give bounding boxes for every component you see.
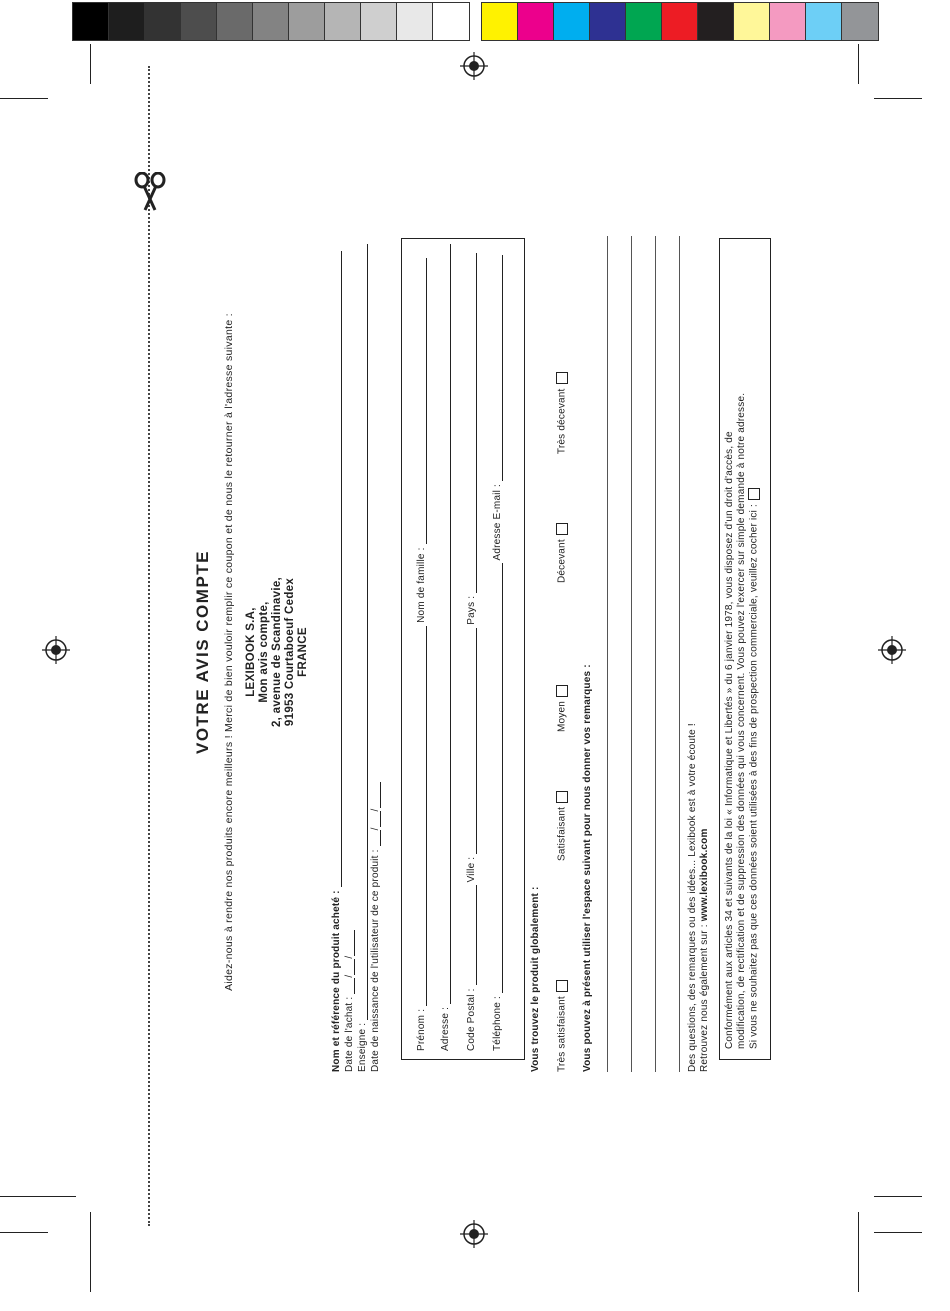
return-address [245, 232, 310, 1072]
rating-label: Satisfaisant [556, 806, 568, 862]
registration-mark-icon [878, 636, 906, 664]
contact-line-2 [699, 828, 710, 1072]
color-swatch [590, 3, 626, 40]
rating-label: Très décevant [556, 388, 568, 455]
color-swatch [626, 3, 662, 40]
opt-out-checkbox[interactable] [748, 488, 760, 500]
product-name-field[interactable] [331, 251, 342, 887]
gray-swatch [397, 3, 433, 40]
crop-mark [874, 1232, 922, 1233]
store-field[interactable] [357, 244, 368, 1020]
lastname-label: Nom de famille : [416, 547, 427, 623]
firstname-row [416, 258, 427, 1051]
remarks-line[interactable] [631, 236, 632, 1072]
color-swatch [806, 3, 842, 40]
gray-swatch [109, 3, 145, 40]
remarks-line[interactable] [607, 236, 608, 1072]
firstname-label: Prénom : [416, 1008, 427, 1051]
rating-very-disappointing-checkbox[interactable] [556, 372, 568, 384]
gray-swatch [181, 3, 217, 40]
address-line: 91953 Courtaboeuf Cedex [284, 577, 296, 727]
rating-very-satisfied-checkbox[interactable] [556, 980, 568, 992]
crop-mark [0, 98, 48, 99]
purchase-date-row [344, 930, 355, 1072]
phone-label: Téléphone : [492, 995, 503, 1051]
legal-text: Si vous ne souhaitez pas que ces données soient utilisées à des fins de prospection commerciale, veuillez cocher ici : [748, 504, 760, 1049]
purchase-date-month-field[interactable] [344, 959, 355, 975]
birthdate-month-field[interactable] [370, 811, 381, 827]
remarks-line[interactable] [655, 236, 656, 1072]
email-field[interactable] [492, 255, 503, 481]
crop-mark [874, 1196, 922, 1197]
city-label: Ville : [466, 856, 477, 883]
rating-option [556, 864, 568, 1072]
registration-mark-icon [460, 52, 488, 80]
legal-line: Conformément aux articles 34 et suivants de la loi « Informatique et Libertés » du 6 janvier 1978, vous disposez d'un droit d'accès, de [724, 431, 735, 1049]
purchase-date-label: Date de l'achat : [344, 996, 355, 1072]
birthdate-day-field[interactable] [370, 830, 381, 846]
store-label: Enseigne : [357, 1022, 368, 1072]
form-title: VOTRE AVIS COMPTE [193, 549, 212, 755]
legal-line-3 [748, 249, 761, 1049]
date-separator: / [344, 955, 355, 959]
gray-swatch [325, 3, 361, 40]
product-name-label: Nom et référence du produit acheté : [331, 890, 342, 1072]
website-link[interactable]: www.lexibook.com [699, 828, 710, 922]
product-name-row [331, 251, 342, 1072]
country-label: Pays : [466, 595, 477, 625]
feedback-coupon [193, 232, 793, 1072]
registration-mark-icon [460, 1220, 488, 1248]
color-swatch [662, 3, 698, 40]
date-separator: / [370, 827, 381, 831]
email-label: Adresse E-mail : [492, 483, 503, 561]
gray-swatch [145, 3, 181, 40]
address-row [440, 244, 451, 1051]
gray-swatch [289, 3, 325, 40]
phone-field[interactable] [492, 563, 503, 993]
crop-mark [874, 98, 922, 99]
contact-info-box [401, 238, 525, 1060]
location-row [466, 253, 477, 1051]
lastname-field[interactable] [416, 258, 427, 544]
grayscale-calibration-bar [72, 2, 470, 41]
address-line: Mon avis compte, [258, 601, 270, 703]
remarks-question: Vous pouvez à présent utiliser l'espace suivant pour nous donner vos remarques : [582, 664, 593, 1072]
rating-disappointing-checkbox[interactable] [556, 523, 568, 535]
city-field[interactable] [466, 628, 477, 854]
scissors-icon [133, 172, 167, 212]
rating-label: Décevant [556, 539, 568, 584]
registration-mark-icon [42, 636, 70, 664]
gray-swatch [73, 3, 109, 40]
rating-option [556, 586, 568, 732]
address-field[interactable] [440, 244, 451, 1004]
color-swatch [842, 3, 878, 40]
remarks-line[interactable] [679, 236, 680, 1072]
country-field[interactable] [466, 253, 477, 593]
gray-swatch [217, 3, 253, 40]
rating-satisfied-checkbox[interactable] [556, 791, 568, 803]
rating-option [556, 372, 568, 454]
intro-text: Aidez-nous à rendre nos produits encore meilleurs ! Merci de bien vouloir remplir ce coupon et de nous le retourner à l'adresse suivante : [223, 313, 235, 991]
date-separator: / [344, 974, 355, 978]
legal-notice-box [719, 238, 771, 1060]
cut-line [148, 66, 150, 1226]
address-label: Adresse : [440, 1006, 451, 1051]
color-swatch [734, 3, 770, 40]
contact-line: Des questions, des remarques ou des idées... Lexibook est à votre écoute ! [687, 723, 698, 1072]
birthdate-year-field[interactable] [370, 782, 381, 808]
contact-prefix: Retrouvez nous également sur : [699, 924, 710, 1072]
legal-line: modification, de rectification et de suppression des données qui vous concernent. Vous pouvez l'exercer sur simple demande à notre adresse. [736, 392, 747, 1049]
address-line: FRANCE [297, 627, 309, 677]
postal-label: Code Postal : [466, 988, 477, 1051]
gray-swatch [433, 3, 469, 40]
date-separator: / [370, 808, 381, 812]
overall-question: Vous trouvez le produit globalement : [530, 886, 541, 1072]
address-line: LEXIBOOK S.A, [245, 607, 257, 697]
color-swatch [698, 3, 734, 40]
postal-field[interactable] [466, 885, 477, 985]
rating-label: Moyen [556, 701, 568, 733]
gray-swatch [361, 3, 397, 40]
crop-mark [0, 1196, 76, 1197]
store-row [357, 244, 368, 1072]
rating-label: Très satisfaisant [556, 996, 568, 1072]
color-swatch [770, 3, 806, 40]
crop-mark [90, 1212, 91, 1292]
birthdate-label: Date de naissance de l'utilisateur de ce produit : [370, 849, 381, 1072]
birthdate-row [370, 782, 381, 1072]
firstname-field[interactable] [416, 626, 427, 1006]
rating-average-checkbox[interactable] [556, 685, 568, 697]
phone-email-row [492, 255, 503, 1051]
color-calibration-bar [481, 2, 879, 41]
crop-mark [858, 44, 859, 84]
crop-mark [90, 44, 91, 84]
gray-swatch [253, 3, 289, 40]
rating-option [556, 457, 568, 583]
crop-mark [0, 1232, 48, 1233]
rating-options [556, 232, 568, 1072]
purchase-date-year-field[interactable] [344, 930, 355, 956]
color-swatch [554, 3, 590, 40]
address-line: 2, avenue de Scandinavie, [271, 576, 283, 728]
crop-mark [858, 1212, 859, 1292]
rating-option [556, 735, 568, 861]
color-swatch [482, 3, 518, 40]
purchase-date-day-field[interactable] [344, 978, 355, 994]
color-swatch [518, 3, 554, 40]
